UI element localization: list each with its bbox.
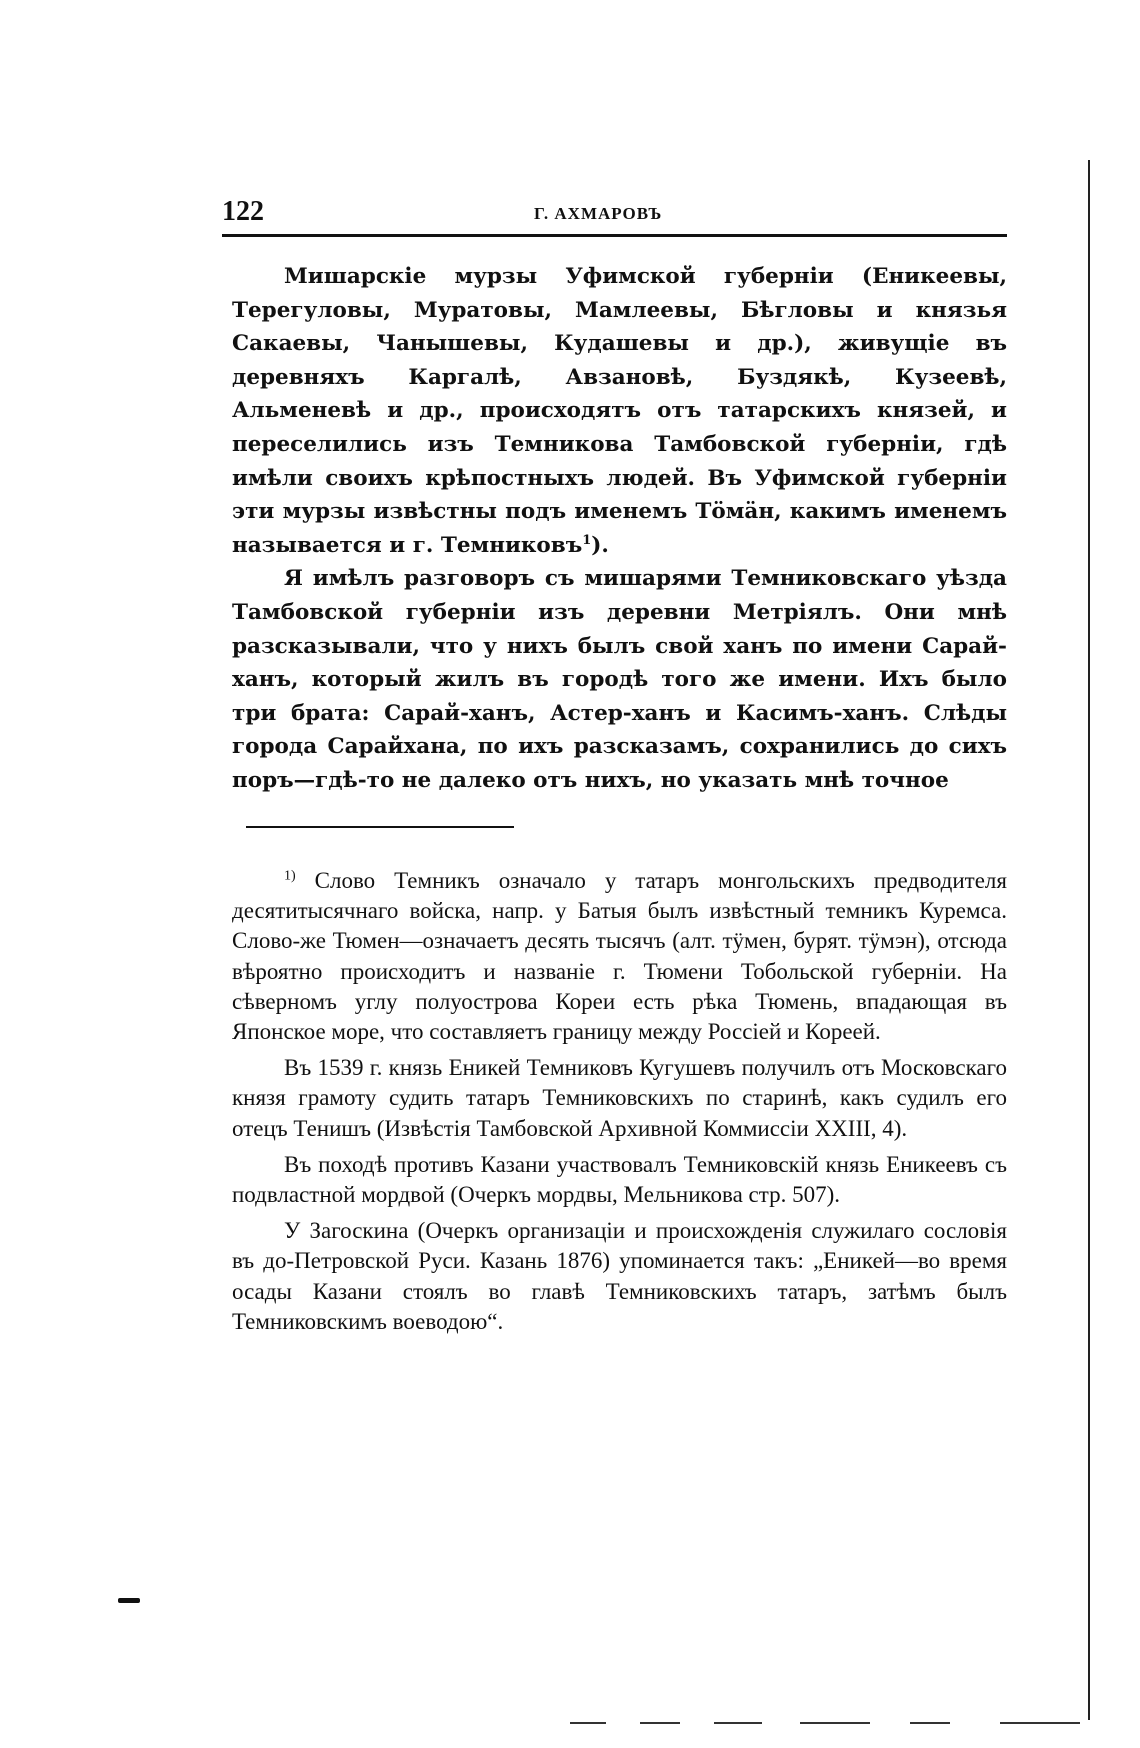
footnote-reference: 1 [582,532,592,548]
paragraph-1-text: Мишарскіе мурзы Уфимской губерніи (Еникеевы, Терегуловы, Муратовы, Мамлеевы, Бѣгловы и князья Сакаевы, Чанышевы, Кудашевы и др.), живущіе въ деревняхъ Каргалѣ, Авзановѣ, Буздякѣ, Кузеевѣ, Альменевѣ и др., происходятъ отъ татарскихъ князей, и переселились изъ Темникова Тамбовской губерніи, гдѣ имѣли своихъ крѣпостныхъ людей. Въ Уфимской губерніи эти мурзы извѣстны подъ именемъ Тӧмäн, какимъ именемъ называется и г. Темниковъ [232,264,1007,558]
footnote-1-mark: 1) [284,868,296,884]
footnote-separator [246,826,514,828]
footnote-paragraph-2: Въ 1539 г. князь Еникей Темниковъ Кугушевъ получилъ отъ Московскаго князя грамоту судить татаръ Темниковскихъ по старинѣ, какъ судилъ его отецъ Тенишъ (Извѣстія Тамбовской Архивной Коммиссіи XXIII, 4). [232,1055,1007,1141]
main-text [232,260,1007,798]
paragraph-1 [232,260,1007,562]
scan-bottom-mark [800,1722,870,1724]
scan-bottom-mark [640,1722,680,1724]
scan-bottom-mark [1000,1722,1080,1724]
page-number: 122 [222,196,264,227]
footnotes [232,866,1007,1343]
footnote-paragraph-3: Въ походѣ противъ Казани участвовалъ Темниковскій князь Еникеевъ съ подвластной мордвой (Очеркъ мордвы, Мельникова стр. 507). [232,1151,1007,1208]
running-head: Г. АХМАРОВЪ [534,204,663,223]
footnote-paragraph-4: У Загоскина (Очеркъ организаціи и происхожденія служилаго сословія въ до-Петровской Руси. Казань 1876) упоминается такъ: „Еникей—во время осады Казани стоялъ во главѣ Темниковскихъ татаръ, затѣмъ былъ Темниковскимъ воеводою“. [232,1218,1007,1334]
page-header [222,196,1007,236]
paragraph-1-end: ). [591,532,609,558]
footnote-1 [232,866,1007,1047]
header-rule [222,234,1007,237]
paragraph-2: Я имѣлъ разговоръ съ мишарями Темниковскаго уѣзда Тамбовской губерніи изъ деревни Метріялъ. Они мнѣ разсказывали, что у нихъ былъ свой ханъ по имени Сарай-ханъ, который жилъ въ городѣ того же имени. Ихъ было три брата: Сарай-ханъ, Астер-ханъ и Касимъ-ханъ. Слѣды города Сарайхана, по ихъ разсказамъ, сохранились до сихъ поръ—гдѣ-то не далеко отъ нихъ, но указать мнѣ точное [232,566,1007,793]
scan-bottom-mark [570,1722,606,1724]
scan-margin-mark [118,1598,140,1603]
scan-bottom-mark [910,1722,950,1724]
scan-bottom-mark [714,1722,762,1724]
footnote-1-text: Слово Темникъ означало у татаръ монгольскихъ предводителя десятитысячнаго войска, напр. у Батыя былъ извѣстный темникъ Куремса. Слово-же Тюмен—означаетъ десять тысячъ (алт. тӱмен, бурят. тӱмэн), отсюда вѣроятно происходитъ и названіе г. Тюмени Тобольской губерніи. На сѣверномъ углу полуострова Кореи есть рѣка Тюмень, впадающая въ Японское море, что составляетъ границу между Россіей и Кореей. [232,868,1007,1045]
scan-page-edge [1088,160,1090,1720]
